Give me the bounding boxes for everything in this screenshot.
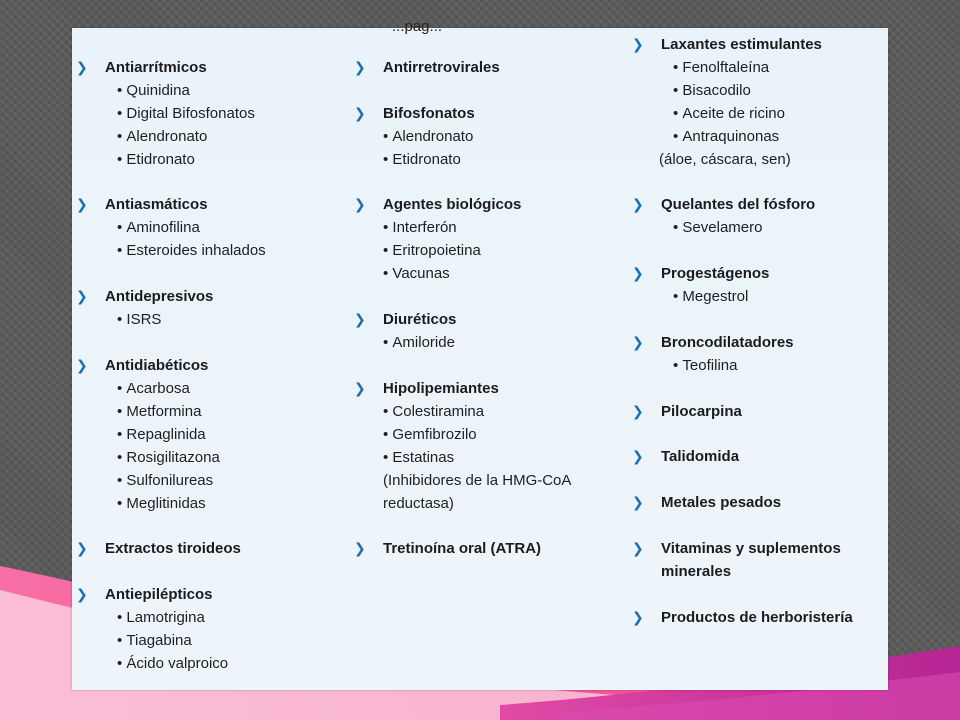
group-antiarritmicos (76, 56, 336, 171)
chevron-right-icon: ❯ (632, 494, 644, 510)
group-heading: ❯ Antidiabéticos (76, 354, 336, 377)
list-item: • Aminofilina (76, 216, 336, 239)
list-item: • Alendronato (354, 125, 614, 148)
chevron-right-icon: ❯ (632, 403, 644, 419)
group-heading: ❯ Antiarrítmicos (76, 56, 336, 79)
list-item: • Colestiramina (354, 400, 614, 423)
list-item: • Tiagabina (76, 629, 336, 652)
chevron-right-icon: ❯ (76, 59, 88, 75)
list-note: reductasa) (383, 495, 454, 512)
group-heading: ❯ Vitaminas y suplementos (632, 537, 892, 560)
group-heading: ❯ Pilocarpina (632, 400, 892, 423)
group-heading: ❯ Laxantes estimulantes (632, 33, 892, 56)
group-heading: ❯ Tretinoína oral (ATRA) (354, 537, 614, 560)
list-item: • Etidronato (354, 148, 614, 171)
list-item: • Eritropoietina (354, 239, 614, 262)
list-item: • Quinidina (76, 79, 336, 102)
group-agentes-biologicos (354, 193, 614, 285)
group-antidiabeticos (76, 354, 336, 515)
list-item: • Aceite de ricino (632, 102, 892, 125)
group-hipolipemiantes (354, 377, 614, 515)
list-item: • Lamotrigina (76, 606, 336, 629)
group-heading: ❯ Diuréticos (354, 308, 614, 331)
list-item: • Fenolftaleína (632, 56, 892, 79)
group-antidepresivos (76, 285, 336, 331)
group-heading: ❯ Antirretrovirales (354, 56, 614, 79)
chevron-right-icon: ❯ (632, 540, 644, 556)
group-heading: ❯ Agentes biológicos (354, 193, 614, 216)
chevron-right-icon: ❯ (632, 36, 644, 52)
list-note: (Inhibidores de la HMG-CoA (383, 472, 572, 489)
group-laxantes (632, 33, 892, 171)
list-item: • Etidronato (76, 148, 336, 171)
chevron-right-icon: ❯ (632, 196, 644, 212)
chevron-right-icon: ❯ (76, 540, 88, 556)
group-antirretrovirales (354, 56, 614, 79)
group-antiasmaticos (76, 193, 336, 262)
chevron-right-icon: ❯ (76, 196, 88, 212)
list-item: • Estatinas (354, 446, 614, 469)
chevron-right-icon: ❯ (632, 448, 644, 464)
chevron-right-icon: ❯ (354, 540, 366, 556)
chevron-right-icon: ❯ (354, 380, 366, 396)
list-item: • Vacunas (354, 262, 614, 285)
list-continuation: (áloe, cáscara, sen) (659, 151, 791, 168)
group-heading: ❯ Bifosfonatos (354, 102, 614, 125)
group-heading: ❯ Progestágenos (632, 262, 892, 285)
list-item: • Amiloride (354, 331, 614, 354)
list-item: • Digital Bifosfonatos (76, 102, 336, 125)
list-item: • Megestrol (632, 285, 892, 308)
group-tretinoina (354, 537, 614, 560)
list-item: • Rosigilitazona (76, 446, 336, 469)
group-talidomida (632, 445, 892, 468)
group-broncodilatadores (632, 331, 892, 377)
list-item: • Repaglinida (76, 423, 336, 446)
chevron-right-icon: ❯ (354, 311, 366, 327)
list-item: • Esteroides inhalados (76, 239, 336, 262)
list-item: • Gemfibrozilo (354, 423, 614, 446)
list-item: • Antraquinonas (632, 125, 892, 148)
group-vitaminas (632, 537, 892, 583)
list-item: • Sulfonilureas (76, 469, 336, 492)
group-heading: ❯ Productos de herboristería (632, 606, 892, 629)
chevron-right-icon: ❯ (76, 288, 88, 304)
chevron-right-icon: ❯ (354, 105, 366, 121)
group-antiepilepticos (76, 583, 336, 675)
list-item: • Teofilina (632, 354, 892, 377)
content-panel (72, 18, 888, 690)
list-item: • Interferón (354, 216, 614, 239)
group-diureticos (354, 308, 614, 354)
list-item: • Ácido valproico (76, 652, 336, 675)
list-item: • Bisacodilo (632, 79, 892, 102)
group-extractos-tiroideos (76, 537, 336, 560)
group-progestagenos (632, 262, 892, 308)
group-heading: ❯ Quelantes del fósforo (632, 193, 892, 216)
list-item: • ISRS (76, 308, 336, 331)
group-herboristeria (632, 606, 892, 629)
group-heading: ❯ Extractos tiroideos (76, 537, 336, 560)
group-pilocarpina (632, 400, 892, 423)
chevron-right-icon: ❯ (354, 59, 366, 75)
chevron-right-icon: ❯ (632, 609, 644, 625)
top-cut-text: ...pag... (392, 18, 443, 35)
list-item: • Alendronato (76, 125, 336, 148)
group-heading: ❯ Hipolipemiantes (354, 377, 614, 400)
group-heading-line2: minerales (661, 563, 732, 580)
group-heading: ❯ Antidepresivos (76, 285, 336, 308)
list-item: • Sevelamero (632, 216, 892, 239)
group-heading: ❯ Metales pesados (632, 491, 892, 514)
chevron-right-icon: ❯ (76, 357, 88, 373)
group-heading: ❯ Talidomida (632, 445, 892, 468)
list-item: • Metformina (76, 400, 336, 423)
group-heading: ❯ Antiasmáticos (76, 193, 336, 216)
group-heading: ❯ Broncodilatadores (632, 331, 892, 354)
list-item: • Acarbosa (76, 377, 336, 400)
group-bifosfonatos (354, 102, 614, 171)
chevron-right-icon: ❯ (354, 196, 366, 212)
group-heading: ❯ Antiepilépticos (76, 583, 336, 606)
chevron-right-icon: ❯ (632, 265, 644, 281)
list-item: • Meglitinidas (76, 492, 336, 515)
chevron-right-icon: ❯ (632, 334, 644, 350)
group-metales-pesados (632, 491, 892, 514)
chevron-right-icon: ❯ (76, 586, 88, 602)
group-quelantes (632, 193, 892, 239)
